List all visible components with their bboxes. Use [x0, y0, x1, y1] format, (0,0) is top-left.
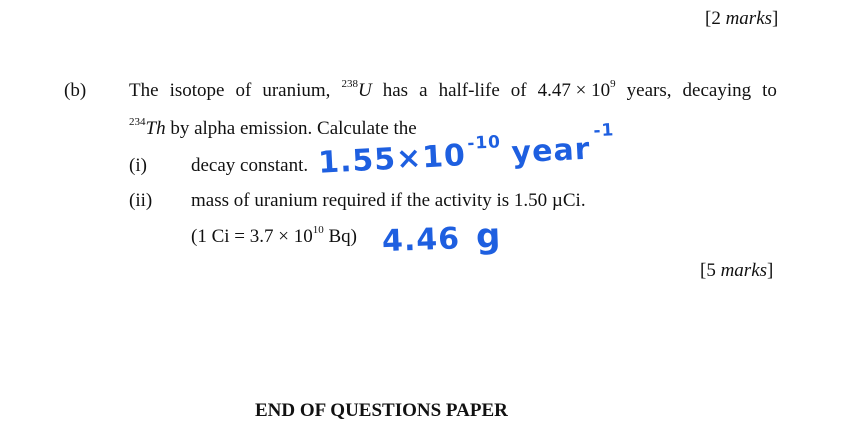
- word: years,: [626, 80, 672, 101]
- word: of: [235, 80, 252, 101]
- conversion-note: (1 $Ci = 3.7 \times 10^{10}$ Bq): [191, 223, 357, 247]
- top-marks: [2 marks]: [705, 8, 779, 29]
- word: The: [129, 80, 159, 101]
- handwritten-answer-i: $1.55\times 10^{-10}$ year$^{-1}$: [317, 120, 615, 181]
- word: to: [762, 80, 777, 101]
- thorium-symbol: Th: [145, 118, 166, 139]
- thorium-mass-number: 234: [129, 115, 146, 128]
- word: a: [419, 80, 428, 101]
- sub-i-label: (i): [129, 155, 147, 176]
- word: has: [382, 80, 409, 101]
- word: decaying: [682, 80, 752, 101]
- word: uranium,: [262, 80, 331, 101]
- handwritten-answer-ii: 4.46 g: [381, 215, 503, 260]
- word: isotope: [169, 80, 225, 101]
- sub-ii-label: (ii): [129, 190, 153, 211]
- question-line-2: [129, 115, 417, 140]
- question-line-2-text: by alpha emission. Calculate the: [165, 118, 417, 139]
- word: half-life: [438, 80, 500, 101]
- question-line-1: [129, 77, 777, 102]
- sub-ii-text: mass of uranium required if the activity is 1.50 µCi.: [191, 190, 586, 211]
- word: of: [510, 80, 527, 101]
- sub-i-text: decay constant.: [191, 155, 309, 176]
- end-of-paper: END OF QUESTIONS PAPER: [255, 400, 508, 421]
- half-life-value: $4.47 \times 10^9$: [537, 77, 616, 101]
- uranium-238-symbol: $^{238}$U: [341, 77, 372, 101]
- bottom-marks: [5 marks]: [700, 260, 774, 281]
- part-b-label: (b): [64, 80, 87, 101]
